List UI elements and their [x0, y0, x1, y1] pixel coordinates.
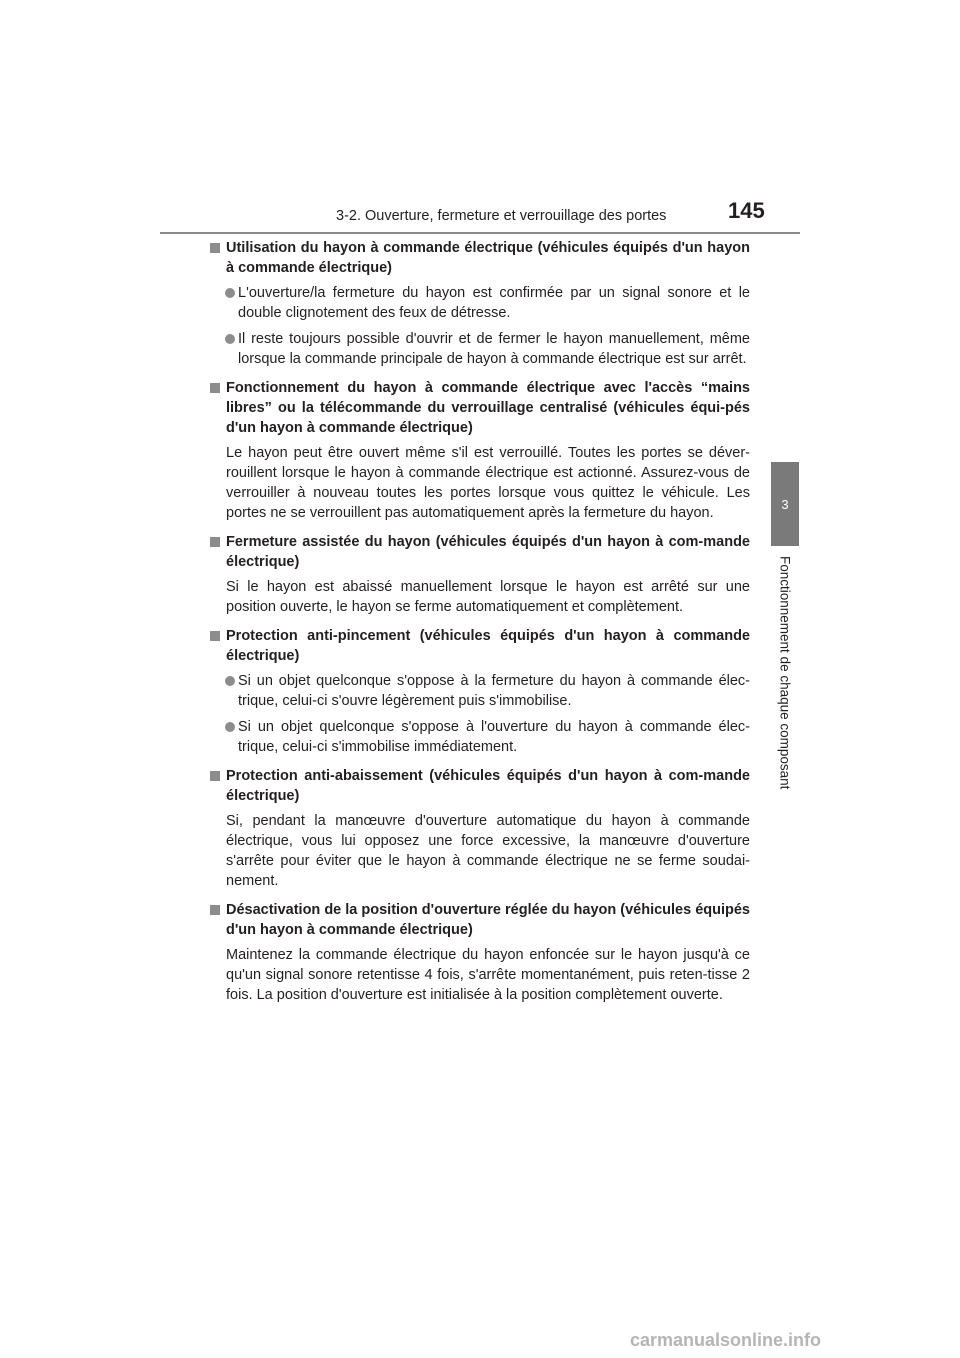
- square-bullet-icon: [210, 631, 220, 641]
- section-heading: [210, 900, 750, 940]
- paragraph-text: Si le hayon est abaissé manuellement lorsque le hayon est arrêté sur une position ouverte, le hayon se ferme automatiquement et complètement.: [226, 579, 750, 615]
- square-bullet-icon: [210, 537, 220, 547]
- list-item-text: L'ouverture/la fermeture du hayon est confirmée par un signal sonore et le double clignotement des feux de détresse.: [238, 285, 750, 321]
- list-item: [210, 329, 750, 369]
- list-item-text: Il reste toujours possible d'ouvrir et de fermer le hayon manuellement, même lorsque la commande principale de hayon à commande électrique est sur arrêt.: [238, 331, 750, 367]
- section-title: Protection anti-pincement (véhicules équipés d'un hayon à commande électrique): [226, 628, 750, 664]
- chapter-tab-label: Fonctionnement de chaque composant: [777, 556, 793, 790]
- list-item: [210, 283, 750, 323]
- paragraph: [210, 945, 750, 1005]
- circle-bullet-icon: [225, 334, 235, 344]
- square-bullet-icon: [210, 771, 220, 781]
- list-item: [210, 717, 750, 757]
- section-utilisation: [210, 238, 750, 369]
- section-anti-abaissement: [210, 766, 750, 891]
- header-divider: [160, 232, 800, 234]
- circle-bullet-icon: [225, 722, 235, 732]
- list-item-text: Si un objet quelconque s'oppose à l'ouverture du hayon à commande élec-trique, celui-ci s'immobilise immédiatement.: [238, 719, 750, 755]
- section-title: Protection anti-abaissement (véhicules équipés d'un hayon à com-mande électrique): [226, 768, 750, 804]
- list-item: [210, 671, 750, 711]
- section-anti-pincement: [210, 626, 750, 757]
- running-header: 3-2. Ouverture, fermeture et verrouillage des portes: [336, 208, 667, 224]
- section-desactivation: [210, 900, 750, 1005]
- paragraph: [210, 577, 750, 617]
- watermark-logo: carmanualsonline.info: [630, 1330, 822, 1350]
- square-bullet-icon: [210, 905, 220, 915]
- circle-bullet-icon: [225, 288, 235, 298]
- section-heading: [210, 626, 750, 666]
- section-title: Fonctionnement du hayon à commande électrique avec l'accès “mains libres” ou la télécommande du verrouillage centralisé (véhicules équi-pés d'un hayon à commande électrique): [226, 380, 750, 436]
- section-heading: [210, 238, 750, 278]
- section-title: Désactivation de la position d'ouverture réglée du hayon (véhicules équipés d'un hayon à commande électrique): [226, 902, 750, 938]
- circle-bullet-icon: [225, 676, 235, 686]
- section-heading: [210, 532, 750, 572]
- paragraph-text: Maintenez la commande électrique du hayon enfoncée sur le hayon jusqu'à ce qu'un signal sonore retentisse 4 fois, s'arrête momentanément, puis reten-tisse 2 fois. La position d'ouverture est initialisée à la position complètement ouverte.: [226, 947, 750, 1003]
- section-title: Fermeture assistée du hayon (véhicules équipés d'un hayon à com-mande électrique): [226, 534, 750, 570]
- section-heading: [210, 378, 750, 438]
- paragraph-text: Le hayon peut être ouvert même s'il est verrouillé. Toutes les portes se déver-rouillent lorsque le hayon à commande électrique est actionné. Assurez-vous de verrouiller à nouveau toutes les portes lorsque vous quittez le véhicule. Les portes ne se verrouillent pas automatiquement après la fermeture du hayon.: [226, 445, 750, 521]
- page-number: 145: [728, 198, 765, 223]
- page-content: [210, 238, 750, 1014]
- paragraph: [210, 811, 750, 891]
- chapter-tab: 3: [771, 462, 799, 546]
- section-fermeture-assistee: [210, 532, 750, 617]
- section-heading: [210, 766, 750, 806]
- list-item-text: Si un objet quelconque s'oppose à la fermeture du hayon à commande élec-trique, celui-ci s'ouvre légèrement puis s'immobilise.: [238, 673, 750, 709]
- paragraph-text: Si, pendant la manœuvre d'ouverture automatique du hayon à commande électrique, vous lui opposez une force excessive, la manœuvre d'ouverture s'arrête pour éviter que le hayon à commande électrique ne se ferme soudai-nement.: [226, 813, 750, 889]
- section-title: Utilisation du hayon à commande électrique (véhicules équipés d'un hayon à commande électrique): [226, 240, 750, 276]
- section-mains-libres: [210, 378, 750, 523]
- square-bullet-icon: [210, 383, 220, 393]
- paragraph: [210, 443, 750, 523]
- square-bullet-icon: [210, 243, 220, 253]
